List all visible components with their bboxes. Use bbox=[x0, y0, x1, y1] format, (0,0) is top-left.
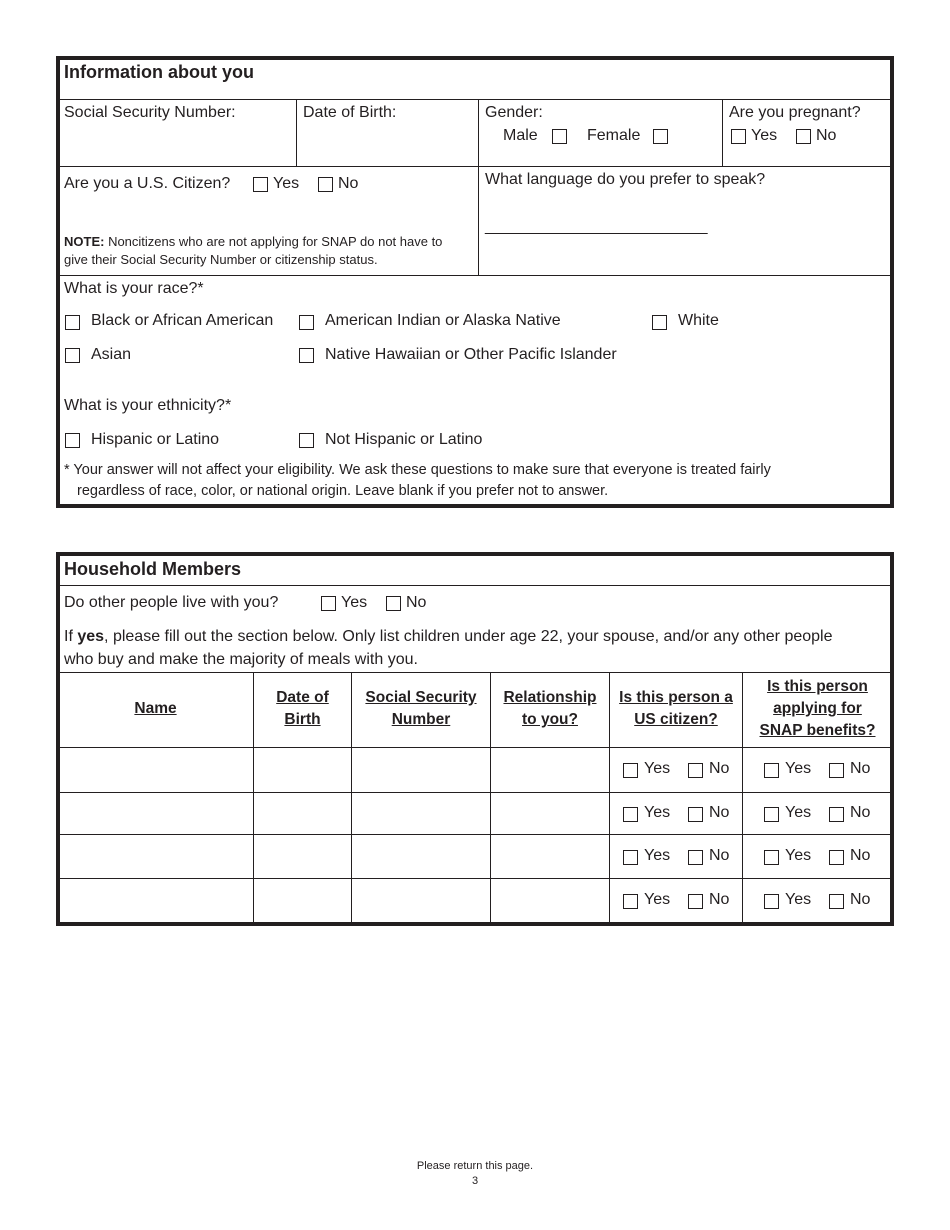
gender-male-checkbox[interactable] bbox=[552, 129, 567, 144]
others-live-yes-checkbox[interactable] bbox=[321, 596, 336, 611]
others-live-no-label: No bbox=[406, 594, 427, 611]
member-snap-yes-checkbox[interactable] bbox=[764, 807, 779, 822]
member-snap-yes-label: Yes bbox=[785, 760, 812, 777]
member-snap-no-checkbox[interactable] bbox=[829, 807, 844, 822]
gender-female-label: Female bbox=[587, 127, 641, 144]
race-white-label: White bbox=[678, 312, 719, 329]
ethnicity-label: What is your ethnicity?* bbox=[64, 397, 232, 414]
member-citizen-yes-checkbox[interactable] bbox=[623, 850, 638, 865]
pregnant-no-label: No bbox=[816, 127, 837, 144]
citizen-no-label: No bbox=[338, 175, 359, 192]
member-citizen-no-label: No bbox=[709, 760, 730, 777]
member-relationship-field[interactable] bbox=[491, 835, 608, 878]
col-header-ssn: Social Security Number bbox=[365, 689, 477, 728]
col-header-name: Name bbox=[134, 700, 177, 717]
member-name-field[interactable] bbox=[59, 793, 252, 834]
ssn-field[interactable] bbox=[60, 126, 292, 164]
col-header-citizen: Is this person a US citizen? bbox=[619, 689, 733, 728]
member-dob-field[interactable] bbox=[254, 793, 350, 834]
language-field-line[interactable]: _________________________ bbox=[485, 218, 708, 235]
member-dob-field[interactable] bbox=[254, 835, 350, 878]
ethnicity-hispanic-checkbox[interactable] bbox=[65, 433, 80, 448]
ethnicity-not-hispanic-checkbox[interactable] bbox=[299, 433, 314, 448]
member-citizen-yes-checkbox[interactable] bbox=[623, 894, 638, 909]
dob-field[interactable] bbox=[300, 126, 474, 164]
member-ssn-field[interactable] bbox=[352, 835, 489, 878]
member-snap-yes-checkbox[interactable] bbox=[764, 850, 779, 865]
member-snap-yes-label: Yes bbox=[785, 847, 812, 864]
footer-return-note: Please return this page. bbox=[416, 1160, 534, 1172]
member-snap-yes-label: Yes bbox=[785, 891, 812, 908]
member-snap-no-label: No bbox=[850, 847, 871, 864]
member-snap-yes-checkbox[interactable] bbox=[764, 894, 779, 909]
gender-male-label: Male bbox=[503, 127, 538, 144]
race-pacific-checkbox[interactable] bbox=[299, 348, 314, 363]
member-name-field[interactable] bbox=[59, 835, 252, 878]
member-snap-no-checkbox[interactable] bbox=[829, 894, 844, 909]
member-citizen-yes-checkbox[interactable] bbox=[623, 763, 638, 778]
pregnant-yes-checkbox[interactable] bbox=[731, 129, 746, 144]
ethnicity-not-hispanic-label: Not Hispanic or Latino bbox=[325, 431, 483, 448]
member-citizen-yes-label: Yes bbox=[644, 847, 671, 864]
pregnant-no-checkbox[interactable] bbox=[796, 129, 811, 144]
col-header-snap: Is this person applying for SNAP benefits? bbox=[759, 678, 876, 739]
member-relationship-field[interactable] bbox=[491, 793, 608, 834]
household-instructions: If yes, please fill out the section below. Only list children under age 22, your spouse, and/or any other people who buy and make the majority of meals with you. bbox=[64, 628, 833, 668]
citizen-label: Are you a U.S. Citizen? bbox=[64, 175, 231, 192]
member-citizen-yes-label: Yes bbox=[644, 760, 671, 777]
member-citizen-no-checkbox[interactable] bbox=[688, 850, 703, 865]
gender-female-checkbox[interactable] bbox=[653, 129, 668, 144]
member-relationship-field[interactable] bbox=[491, 748, 608, 792]
member-citizen-no-checkbox[interactable] bbox=[688, 894, 703, 909]
citizen-yes-label: Yes bbox=[273, 175, 300, 192]
member-citizen-no-label: No bbox=[709, 891, 730, 908]
member-dob-field[interactable] bbox=[254, 748, 350, 792]
others-live-label: Do other people live with you? bbox=[64, 594, 279, 611]
pregnant-label: Are you pregnant? bbox=[729, 104, 861, 121]
others-live-yes-label: Yes bbox=[341, 594, 368, 611]
member-citizen-yes-checkbox[interactable] bbox=[623, 807, 638, 822]
others-live-no-checkbox[interactable] bbox=[386, 596, 401, 611]
race-white-checkbox[interactable] bbox=[652, 315, 667, 330]
member-citizen-no-label: No bbox=[709, 847, 730, 864]
member-snap-no-checkbox[interactable] bbox=[829, 763, 844, 778]
col-header-dob: Date of Birth bbox=[276, 689, 329, 728]
col-header-relationship: Relationship to you? bbox=[503, 689, 597, 728]
info-section-title: Information about you bbox=[64, 62, 254, 82]
citizen-yes-checkbox[interactable] bbox=[253, 177, 268, 192]
member-citizen-no-checkbox[interactable] bbox=[688, 763, 703, 778]
page-number: 3 bbox=[471, 1175, 479, 1187]
household-section-title: Household Members bbox=[64, 559, 242, 579]
member-snap-no-label: No bbox=[850, 760, 871, 777]
citizen-no-checkbox[interactable] bbox=[318, 177, 333, 192]
pregnant-yes-label: Yes bbox=[751, 127, 778, 144]
language-label: What language do you prefer to speak? bbox=[485, 171, 766, 188]
gender-label: Gender: bbox=[485, 104, 543, 121]
race-american-indian-checkbox[interactable] bbox=[299, 315, 314, 330]
member-snap-no-label: No bbox=[850, 804, 871, 821]
member-citizen-yes-label: Yes bbox=[644, 804, 671, 821]
noncitizen-note: NOTE: Noncitizens who are not applying for SNAP do not have to give their Social Security Number or citizenship status. bbox=[64, 234, 443, 267]
dob-label: Date of Birth: bbox=[303, 104, 397, 121]
member-snap-no-label: No bbox=[850, 891, 871, 908]
member-snap-yes-label: Yes bbox=[785, 804, 812, 821]
member-dob-field[interactable] bbox=[254, 879, 350, 923]
member-citizen-no-checkbox[interactable] bbox=[688, 807, 703, 822]
member-name-field[interactable] bbox=[59, 879, 252, 923]
member-ssn-field[interactable] bbox=[352, 879, 489, 923]
race-asian-label: Asian bbox=[91, 346, 132, 363]
ethnicity-hispanic-label: Hispanic or Latino bbox=[91, 431, 220, 448]
race-asian-checkbox[interactable] bbox=[65, 348, 80, 363]
race-label: What is your race?* bbox=[64, 280, 204, 297]
ssn-label: Social Security Number: bbox=[64, 104, 236, 121]
member-snap-yes-checkbox[interactable] bbox=[764, 763, 779, 778]
race-black-label: Black or African American bbox=[91, 312, 274, 329]
race-disclaimer: * Your answer will not affect your eligibility. We ask these questions to make sure that everyone is treated fairly regardless of race, color, or national origin. Leave blank if you prefer not to answer. bbox=[64, 462, 771, 499]
member-citizen-yes-label: Yes bbox=[644, 891, 671, 908]
race-american-indian-label: American Indian or Alaska Native bbox=[325, 312, 561, 329]
member-snap-no-checkbox[interactable] bbox=[829, 850, 844, 865]
race-black-checkbox[interactable] bbox=[65, 315, 80, 330]
member-name-field[interactable] bbox=[59, 748, 252, 792]
member-citizen-no-label: No bbox=[709, 804, 730, 821]
member-ssn-field[interactable] bbox=[352, 748, 489, 792]
member-ssn-field[interactable] bbox=[352, 793, 489, 834]
member-relationship-field[interactable] bbox=[491, 879, 608, 923]
race-pacific-label: Native Hawaiian or Other Pacific Islander bbox=[325, 346, 617, 363]
